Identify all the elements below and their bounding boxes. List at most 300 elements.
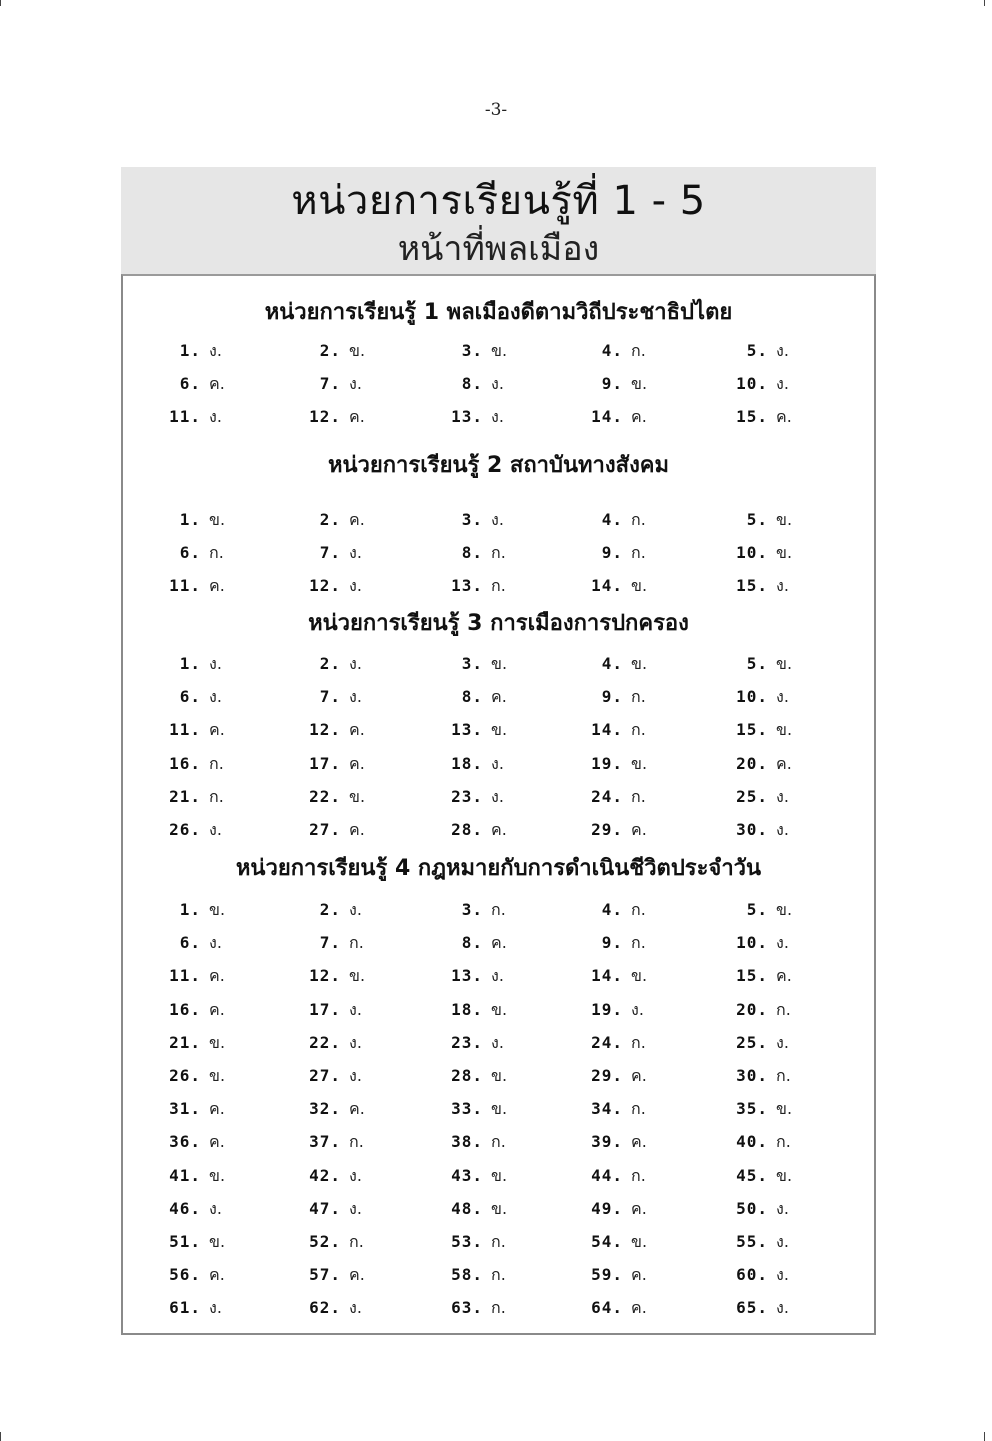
answer-choice: ค.	[631, 1265, 647, 1285]
answer-item	[583, 1294, 647, 1322]
question-number: 13.	[451, 720, 483, 740]
answer-choice: ข.	[491, 1066, 508, 1085]
question-number: 39.	[591, 1132, 623, 1152]
question-number: 1.	[179, 341, 201, 360]
question-number: 14.	[591, 407, 623, 427]
answer-item	[161, 1261, 225, 1289]
answer-choice: ง.	[776, 933, 789, 953]
answer-choice: ข.	[631, 966, 648, 986]
question-number: 12.	[309, 576, 341, 596]
question-number: 4.	[601, 654, 623, 673]
answer-row	[123, 506, 874, 534]
question-number: 5.	[746, 654, 768, 673]
answer-choice: ข.	[776, 1099, 793, 1119]
answer-item	[301, 1029, 362, 1057]
question-number: 16.	[169, 753, 201, 773]
question-number: 38.	[451, 1132, 483, 1152]
answer-item	[443, 1261, 506, 1289]
answer-item	[728, 1195, 789, 1223]
answer-choice: ข.	[349, 786, 366, 806]
question-number: 22.	[309, 1032, 341, 1052]
question-number: 25.	[736, 1032, 768, 1052]
answer-item	[443, 962, 504, 990]
answer-item	[443, 337, 507, 365]
answer-item	[301, 929, 364, 957]
answer-choice: ข.	[776, 1165, 793, 1185]
question-number: 18.	[451, 999, 483, 1019]
answer-item	[583, 962, 647, 990]
unit-title: หน่วยการเรียนรู้ 3 การเมืองการปกครอง	[308, 611, 689, 636]
answer-item	[443, 1228, 506, 1256]
question-number: 42.	[309, 1165, 341, 1185]
question-number: 24.	[591, 1032, 623, 1052]
question-number: 11.	[169, 576, 201, 596]
answer-choice: ข.	[491, 341, 508, 360]
page-number: -3-	[484, 100, 508, 120]
answer-item	[583, 1261, 647, 1289]
answer-choice: ค.	[631, 1132, 647, 1152]
answer-item	[443, 1128, 506, 1156]
answer-choice: ง.	[776, 820, 789, 839]
answer-item	[301, 783, 365, 811]
answer-choice: ค.	[349, 720, 365, 740]
answer-item	[301, 896, 362, 924]
answer-choice: ง.	[349, 900, 362, 919]
answer-item	[161, 1162, 225, 1190]
answer-item	[728, 337, 789, 365]
answer-choice: ก.	[631, 341, 646, 360]
answer-item	[728, 716, 792, 744]
answer-item	[301, 996, 362, 1024]
answer-choice: ก.	[349, 933, 364, 953]
question-number: 46.	[169, 1198, 201, 1218]
answer-item	[728, 996, 791, 1024]
question-number: 13.	[451, 576, 483, 596]
answer-item	[161, 816, 222, 844]
answer-choice: ก.	[491, 576, 506, 596]
question-number: 1.	[179, 510, 201, 529]
question-number: 63.	[451, 1298, 483, 1318]
answer-choice: ง.	[349, 1066, 362, 1085]
answer-item	[301, 572, 362, 600]
header-subtitle: หน้าที่พลเมือง	[397, 229, 600, 269]
answer-choice: ค.	[491, 933, 507, 953]
question-number: 8.	[461, 687, 483, 707]
question-number: 51.	[169, 1232, 201, 1251]
answer-choice: ค.	[209, 720, 225, 740]
answer-choice: ง.	[209, 687, 222, 707]
question-number: 58.	[451, 1265, 483, 1285]
answer-choice: ก.	[209, 543, 224, 563]
answer-choice: ก.	[631, 720, 646, 740]
question-number: 21.	[169, 1032, 201, 1052]
answer-row	[123, 962, 874, 990]
crop-mark	[0, 1432, 1, 1441]
answer-item	[161, 1128, 225, 1156]
answer-item	[443, 996, 507, 1024]
question-number: 20.	[736, 999, 768, 1019]
answer-item	[161, 539, 224, 567]
answer-choice: ง.	[776, 1198, 789, 1218]
answer-choice: ค.	[209, 999, 225, 1019]
answer-row	[123, 1261, 874, 1289]
answer-choice: ง.	[209, 1298, 222, 1318]
question-number: 28.	[451, 820, 483, 839]
answer-choice: ง.	[491, 510, 504, 529]
answer-item	[443, 539, 506, 567]
answer-row	[123, 1029, 874, 1057]
answer-choice: ค.	[349, 510, 365, 529]
question-number: 15.	[736, 720, 768, 740]
answer-choice: ก.	[631, 1032, 646, 1052]
answer-row	[123, 1128, 874, 1156]
question-number: 29.	[591, 1066, 623, 1085]
answer-choice: ข.	[491, 654, 508, 673]
answer-choice: ง.	[776, 341, 789, 360]
question-number: 9.	[601, 543, 623, 563]
question-number: 10.	[736, 543, 768, 563]
answer-choice: ก.	[631, 933, 646, 953]
question-number: 13.	[451, 966, 483, 986]
answer-choice: ก.	[491, 900, 506, 919]
answer-choice: ข.	[631, 576, 648, 596]
answer-choice: ก.	[491, 1298, 506, 1318]
answer-item	[443, 816, 507, 844]
answer-choice: ง.	[209, 407, 222, 427]
question-number: 56.	[169, 1265, 201, 1285]
answer-choice: ง.	[349, 1198, 362, 1218]
answer-item	[443, 1195, 507, 1223]
answer-row	[123, 783, 874, 811]
answer-item	[301, 1062, 362, 1090]
question-number: 17.	[309, 999, 341, 1019]
answer-item	[161, 1228, 225, 1256]
answer-row	[123, 1294, 874, 1322]
answer-item	[583, 896, 646, 924]
answer-item	[161, 403, 222, 431]
question-number: 52.	[309, 1232, 341, 1251]
answer-item	[301, 370, 362, 398]
question-number: 57.	[309, 1265, 341, 1285]
answer-choice: ก.	[349, 1132, 364, 1152]
question-number: 26.	[169, 1066, 201, 1085]
answer-item	[728, 783, 789, 811]
question-number: 3.	[461, 900, 483, 919]
answer-item	[728, 403, 792, 431]
answer-choice: ก.	[209, 753, 224, 773]
question-number: 11.	[169, 966, 201, 986]
answer-item	[728, 1294, 789, 1322]
answer-choice: ง.	[491, 786, 504, 806]
answer-item	[443, 1062, 507, 1090]
answer-item	[583, 539, 646, 567]
answer-item	[583, 403, 647, 431]
question-number: 32.	[309, 1099, 341, 1119]
answer-item	[301, 1228, 364, 1256]
answer-choice: ค.	[776, 753, 792, 773]
answer-choice: ก.	[631, 543, 646, 563]
question-number: 6.	[179, 543, 201, 563]
answer-choice: ค.	[349, 407, 365, 427]
question-number: 30.	[736, 1066, 768, 1085]
question-number: 36.	[169, 1132, 201, 1152]
question-number: 2.	[319, 341, 341, 360]
answer-choice: ข.	[491, 999, 508, 1019]
answer-choice: ค.	[631, 1298, 647, 1318]
question-number: 49.	[591, 1198, 623, 1218]
question-number: 59.	[591, 1265, 623, 1285]
answer-choice: ข.	[349, 966, 366, 986]
answer-item	[728, 1228, 789, 1256]
question-number: 1.	[179, 654, 201, 673]
answer-item	[728, 572, 789, 600]
question-number: 55.	[736, 1232, 768, 1251]
question-number: 17.	[309, 753, 341, 773]
answer-item	[443, 896, 506, 924]
answer-choice: ก.	[491, 1132, 506, 1152]
answer-row	[123, 650, 874, 678]
answer-row	[123, 572, 874, 600]
answer-choice: ค.	[209, 374, 225, 394]
question-number: 9.	[601, 933, 623, 953]
answer-item	[443, 1162, 507, 1190]
answer-item	[301, 716, 365, 744]
question-number: 9.	[601, 374, 623, 394]
question-number: 35.	[736, 1099, 768, 1119]
question-number: 8.	[461, 543, 483, 563]
answer-item	[728, 1029, 789, 1057]
answer-item	[583, 1128, 647, 1156]
question-number: 21.	[169, 786, 201, 806]
question-number: 14.	[591, 720, 623, 740]
answer-item	[728, 1261, 789, 1289]
answer-item	[161, 650, 222, 678]
answer-choice: ข.	[349, 341, 366, 360]
answer-item	[301, 1162, 362, 1190]
answer-choice: ง.	[349, 576, 362, 596]
answer-choice: ค.	[631, 407, 647, 427]
answer-item	[728, 1095, 792, 1123]
answer-item	[301, 650, 362, 678]
question-number: 62.	[309, 1298, 341, 1318]
answer-item	[443, 403, 504, 431]
answer-choice: ค.	[491, 687, 507, 707]
question-number: 27.	[309, 820, 341, 839]
answer-choice: ง.	[776, 786, 789, 806]
answer-item	[583, 716, 646, 744]
answer-item	[161, 1029, 225, 1057]
answer-item	[161, 929, 222, 957]
answer-row	[123, 1062, 874, 1090]
question-number: 10.	[736, 374, 768, 394]
answer-choice: ก.	[776, 1066, 791, 1085]
answer-choice: ก.	[209, 786, 224, 806]
answer-item	[728, 929, 789, 957]
answer-row	[123, 816, 874, 844]
answer-item	[728, 506, 792, 534]
answer-choice: ค.	[209, 966, 225, 986]
answer-choice: ก.	[631, 1165, 646, 1185]
answer-item	[161, 896, 225, 924]
answer-item	[301, 962, 365, 990]
question-number: 15.	[736, 407, 768, 427]
answer-item	[161, 572, 225, 600]
answer-item	[583, 1162, 646, 1190]
answer-choice: ก.	[349, 1232, 364, 1251]
answer-item	[583, 750, 647, 778]
answer-item	[583, 816, 647, 844]
answer-choice: ก.	[491, 1232, 506, 1251]
answer-item	[301, 1128, 364, 1156]
answer-choice: ง.	[491, 407, 504, 427]
answer-item	[161, 1095, 225, 1123]
answer-choice: ค.	[209, 1099, 225, 1119]
answer-choice: ง.	[349, 654, 362, 673]
answer-item	[583, 783, 646, 811]
answer-choice: ค.	[349, 1265, 365, 1285]
answer-choice: ง.	[209, 654, 222, 673]
answer-item	[583, 929, 646, 957]
question-number: 13.	[451, 407, 483, 427]
question-number: 43.	[451, 1165, 483, 1185]
answer-item	[583, 337, 646, 365]
answer-item	[161, 750, 224, 778]
answer-row	[123, 750, 874, 778]
unit-title: หน่วยการเรียนรู้ 1 พลเมืองดีตามวิถีประชาธิปไตย	[264, 300, 733, 325]
answer-choice: ค.	[631, 1066, 647, 1085]
answer-item	[161, 962, 225, 990]
question-number: 44.	[591, 1165, 623, 1185]
question-number: 47.	[309, 1198, 341, 1218]
question-number: 10.	[736, 687, 768, 707]
question-number: 16.	[169, 999, 201, 1019]
question-number: 34.	[591, 1099, 623, 1119]
answer-choice: ค.	[631, 820, 647, 839]
answer-item	[443, 783, 504, 811]
answer-choice: ง.	[776, 1232, 789, 1251]
answer-item	[301, 337, 365, 365]
answer-item	[728, 1128, 791, 1156]
question-number: 15.	[736, 576, 768, 596]
answer-choice: ง.	[209, 341, 222, 360]
question-number: 6.	[179, 687, 201, 707]
answer-choice: ข.	[209, 1165, 226, 1185]
answer-item	[301, 683, 362, 711]
answer-row	[123, 716, 874, 744]
answer-row	[123, 996, 874, 1024]
question-number: 8.	[461, 374, 483, 394]
answer-choice: ก.	[631, 510, 646, 529]
answer-item	[583, 1095, 646, 1123]
answer-choice: ง.	[349, 543, 362, 563]
answer-item	[161, 1062, 225, 1090]
answer-item	[443, 750, 504, 778]
question-number: 25.	[736, 786, 768, 806]
answer-choice: ค.	[209, 1265, 225, 1285]
crop-mark	[984, 0, 985, 6]
answer-choice: ก.	[631, 687, 646, 707]
answer-choice: ข.	[631, 753, 648, 773]
answer-choice: ง.	[776, 576, 789, 596]
question-number: 20.	[736, 753, 768, 773]
answer-choice: ก.	[631, 786, 646, 806]
question-number: 2.	[319, 900, 341, 919]
answer-item	[583, 370, 647, 398]
question-number: 15.	[736, 966, 768, 986]
question-number: 54.	[591, 1232, 623, 1251]
answer-choice: ง.	[776, 1032, 789, 1052]
answer-item	[443, 1029, 504, 1057]
question-number: 8.	[461, 933, 483, 953]
question-number: 45.	[736, 1165, 768, 1185]
answer-choice: ข.	[776, 510, 793, 529]
answer-choice: ค.	[349, 820, 365, 839]
answer-row	[123, 1195, 874, 1223]
answer-box	[121, 274, 876, 1335]
answer-row	[123, 896, 874, 924]
answer-item	[161, 683, 222, 711]
answer-row	[123, 370, 874, 398]
answer-choice: ง.	[491, 374, 504, 394]
answer-choice: ง.	[349, 1032, 362, 1052]
question-number: 4.	[601, 341, 623, 360]
crop-mark	[984, 1432, 985, 1441]
answer-choice: ก.	[631, 1099, 646, 1119]
question-number: 40.	[736, 1132, 768, 1152]
question-number: 22.	[309, 786, 341, 806]
question-number: 4.	[601, 510, 623, 529]
answer-choice: ง.	[349, 374, 362, 394]
answer-item	[161, 506, 225, 534]
answer-choice: ข.	[776, 654, 793, 673]
answer-choice: ง.	[349, 1165, 362, 1185]
question-number: 61.	[169, 1298, 201, 1318]
answer-item	[443, 572, 506, 600]
question-number: 14.	[591, 966, 623, 986]
answer-item	[161, 1195, 222, 1223]
question-number: 7.	[319, 374, 341, 394]
question-number: 60.	[736, 1265, 768, 1285]
answer-item	[301, 506, 365, 534]
answer-row	[123, 1162, 874, 1190]
answer-choice: ข.	[209, 1032, 226, 1052]
answer-row	[123, 683, 874, 711]
answer-item	[161, 716, 225, 744]
question-number: 7.	[319, 543, 341, 563]
question-number: 14.	[591, 576, 623, 596]
question-number: 11.	[169, 407, 201, 427]
answer-item	[583, 683, 646, 711]
answer-choice: ค.	[209, 1132, 225, 1152]
answer-item	[161, 783, 224, 811]
question-number: 7.	[319, 687, 341, 707]
answer-item	[583, 650, 647, 678]
header-banner	[121, 167, 876, 274]
question-number: 50.	[736, 1198, 768, 1218]
answer-choice: ค.	[349, 1099, 365, 1119]
answer-choice: ค.	[631, 1198, 647, 1218]
answer-choice: ง.	[209, 1198, 222, 1218]
answer-item	[728, 1062, 791, 1090]
question-number: 64.	[591, 1298, 623, 1318]
answer-choice: ค.	[349, 753, 365, 773]
answer-choice: ข.	[491, 1198, 508, 1218]
answer-choice: ข.	[209, 510, 226, 529]
answer-item	[728, 1162, 792, 1190]
question-number: 3.	[461, 510, 483, 529]
answer-choice: ข.	[209, 1232, 226, 1251]
answer-item	[301, 750, 365, 778]
